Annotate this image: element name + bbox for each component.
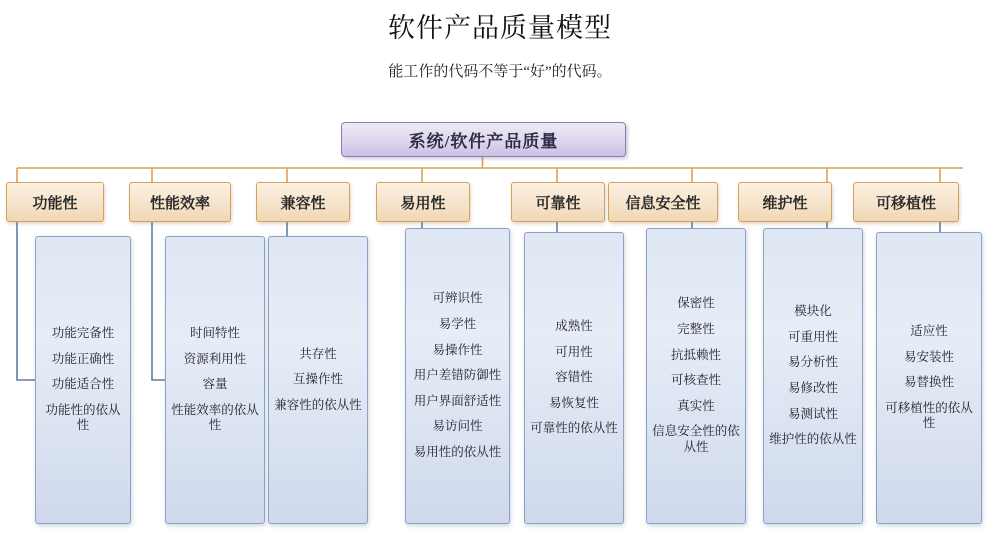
sub-item: 易学性 (438, 316, 477, 331)
category-head-0[interactable] (6, 182, 104, 222)
page-title: 软件产品质量模型 (388, 13, 612, 43)
sub-item: 适应性 (910, 323, 948, 338)
sub-panel-4 (524, 232, 624, 524)
sub-item: 功能适合性 (51, 377, 115, 392)
category-label-5: 信息安全性 (625, 195, 701, 212)
sub-item: 共存性 (299, 346, 337, 361)
category-head-3[interactable] (376, 182, 470, 222)
category-label-6: 维护性 (762, 195, 808, 212)
sub-item: 功能性的依从性 (45, 402, 121, 433)
sub-item: 互操作性 (292, 372, 343, 387)
category-head-2[interactable] (256, 182, 350, 222)
category-label-0: 功能性 (32, 195, 78, 212)
sub-item: 可用性 (555, 344, 593, 359)
sub-item: 功能正确性 (51, 351, 115, 366)
sub-item: 易测试性 (787, 406, 838, 421)
category-head-5[interactable] (608, 182, 718, 222)
sub-item: 真实性 (677, 398, 715, 413)
sub-panel-1 (165, 236, 265, 524)
sub-item: 可重用性 (787, 329, 838, 344)
sub-item: 性能效率的依从性 (171, 402, 259, 433)
sub-item: 保密性 (677, 296, 715, 311)
sub-item: 易访问性 (432, 419, 483, 434)
sub-item: 可核查性 (670, 373, 721, 388)
category-head-1[interactable] (129, 182, 231, 222)
sub-item: 成熟性 (555, 318, 593, 333)
sub-item: 可移植性的依从性 (885, 400, 973, 431)
category-head-6[interactable] (738, 182, 832, 222)
sub-item: 可辨识性 (432, 291, 483, 306)
sub-item: 信息安全性的依从性 (652, 424, 740, 455)
sub-item: 用户差错防御性 (413, 368, 502, 383)
category-label-1: 性能效率 (149, 195, 210, 212)
sub-item: 易替换性 (903, 375, 954, 390)
root-node-label: 系统/软件产品质量 (408, 132, 559, 151)
sub-item: 用户界面舒适性 (413, 393, 502, 408)
sub-item: 易安装性 (903, 349, 954, 364)
sub-item: 兼容性的依从性 (274, 397, 362, 412)
root-node[interactable] (341, 122, 626, 157)
sub-item: 维护性的依从性 (769, 432, 857, 447)
sub-item: 模块化 (794, 304, 832, 319)
sub-item: 时间特性 (189, 325, 240, 340)
sub-item: 易修改性 (787, 381, 838, 395)
sub-item: 易操作性 (432, 342, 483, 357)
sub-panel-7 (876, 232, 982, 524)
category-label-7: 可移植性 (875, 195, 936, 212)
sub-item: 功能完备性 (51, 325, 115, 340)
sub-item: 抗抵赖性 (670, 347, 721, 362)
category-head-7[interactable] (853, 182, 959, 222)
category-label-3: 易用性 (400, 195, 446, 212)
category-label-4: 可靠性 (535, 195, 581, 212)
category-head-4[interactable] (511, 182, 605, 222)
sub-item: 容错性 (555, 370, 593, 385)
sub-item: 容量 (202, 377, 228, 392)
sub-panel-5 (646, 228, 746, 524)
sub-item: 易恢复性 (548, 395, 599, 410)
sub-item: 可靠性的依从性 (530, 421, 618, 436)
sub-item: 易分析性 (787, 355, 838, 370)
sub-item: 资源利用性 (183, 351, 247, 366)
sub-item: 完整性 (677, 321, 715, 336)
page-subtitle: 能工作的代码不等于“好”的代码。 (388, 64, 612, 80)
sub-panel-0 (35, 236, 131, 524)
sub-panel-3 (405, 228, 510, 524)
sub-panel-2 (268, 236, 368, 524)
sub-panel-6 (763, 228, 863, 524)
sub-item: 易用性的依从性 (413, 445, 502, 460)
category-label-2: 兼容性 (280, 195, 326, 212)
